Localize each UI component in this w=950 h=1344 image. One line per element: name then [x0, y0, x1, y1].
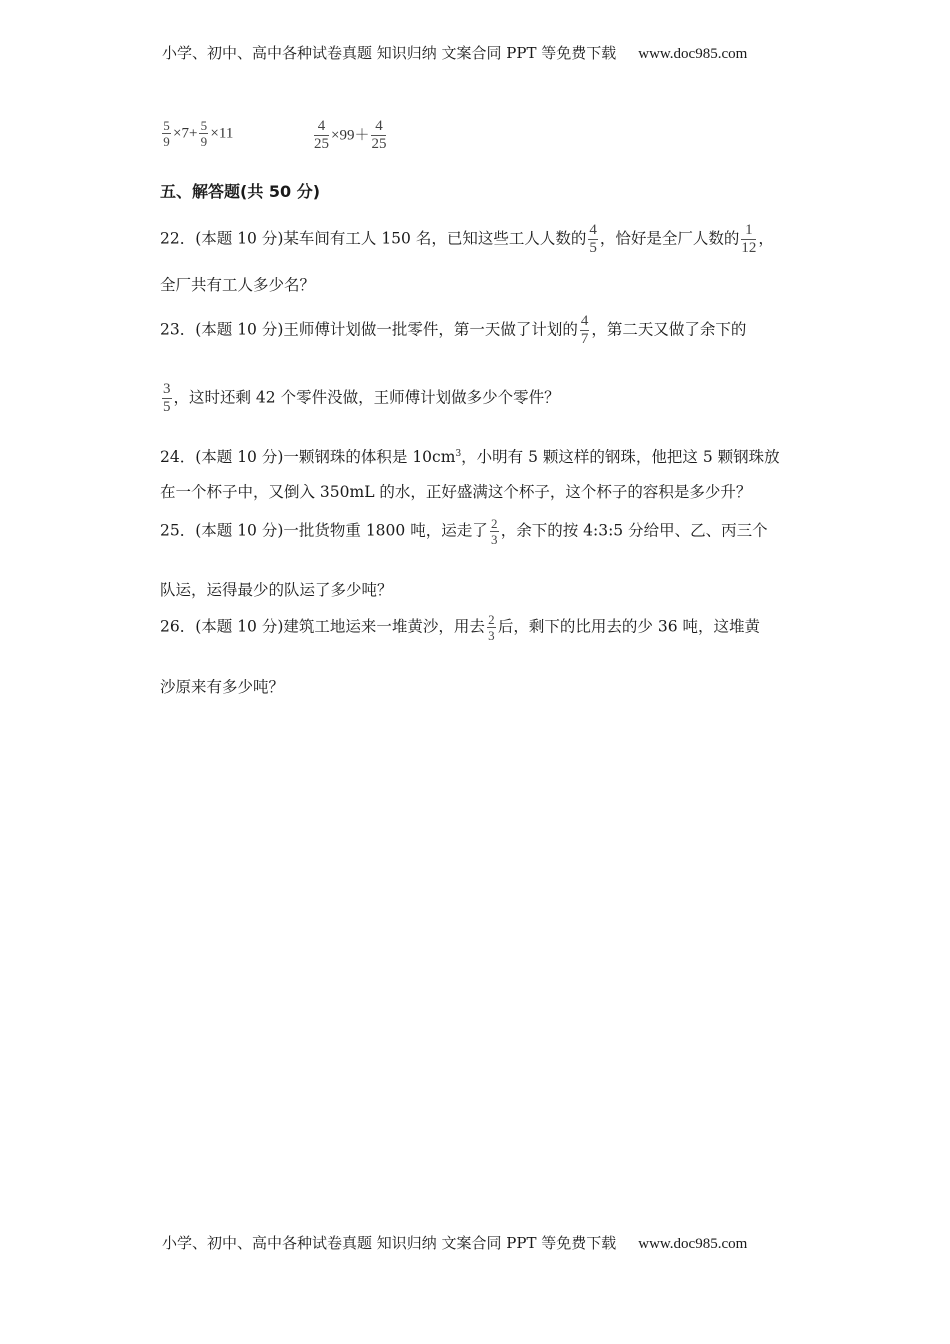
fraction: $\frac{1}{12}$ — [741, 222, 757, 256]
fraction: $\frac{5}{9}$ — [163, 118, 170, 149]
question-22-line-1: 22．(本题 10 分)某车间有工人 150 名，已知这些工人人数的 $\frac{4}{5}$ ，恰好是全厂人数的 $\frac{1}{12}$ ， — [160, 222, 774, 256]
footer-site-link[interactable]: www.doc985.com — [638, 1236, 748, 1252]
question-24-line-2: 在一个杯子中，又倒入 350mL 的水，正好盛满这个杯子，这个杯子的容积是多少升？ — [160, 483, 752, 501]
question-26-line-1: 26．(本题 10 分)建筑工地运来一堆黄沙，用去 $\frac{2}{3}$ 后，剩下的比用去的少 36 吨，这堆黄 — [160, 612, 760, 643]
header-text: 小学、初中、高中各种试卷真题 知识归纳 文案合同 PPT 等免费下载 — [162, 44, 617, 62]
fraction: $\frac{4}{5}$ — [589, 222, 597, 256]
question-24-line-1: 24．(本题 10 分)一颗钢珠的体积是 $10cm^3$，小明有 5 颗这样的钢珠，他把这 5 颗钢珠放 — [160, 448, 780, 467]
calc-expression-1: $\frac{5}{9}$ ×7+ $\frac{5}{9}$ ×11 — [163, 118, 234, 149]
question-23-line-2: $\frac{3}{5}$ ，这时还剩 42 个零件没做，王师傅计划做多少个零件？ — [163, 381, 560, 415]
header-site-link[interactable]: www.doc985.com — [638, 46, 748, 62]
section-title: 五、解答题(共 50 分) — [160, 182, 321, 201]
page-header — [162, 42, 747, 63]
footer-text: 小学、初中、高中各种试卷真题 知识归纳 文案合同 PPT 等免费下载 — [162, 1234, 617, 1252]
fraction: $\frac{4}{7}$ — [580, 313, 589, 347]
fraction: $\frac{2}{3}$ — [488, 612, 495, 643]
calc-expression-2: $\frac{4}{25}$ ×99＋ $\frac{4}{25}$ — [314, 118, 387, 152]
fraction: $\frac{2}{3}$ — [490, 516, 498, 547]
page-footer — [162, 1232, 747, 1253]
fraction: $\frac{3}{5}$ — [163, 381, 171, 415]
question-22-line-2: 全厂共有工人多少名？ — [160, 276, 316, 294]
fraction: $\frac{4}{25}$ — [314, 118, 329, 152]
question-25-line-1: 25．(本题 10 分)一批货物重 1800 吨，运走了 $\frac{2}{3}$ ，余下的按 4:3:5 分给甲、乙、丙三个 — [160, 516, 768, 547]
fraction: $\frac{5}{9}$ — [200, 118, 208, 149]
question-25-line-2: 队运，运得最少的队运了多少吨？ — [160, 581, 393, 599]
question-26-line-2: 沙原来有多少吨？ — [160, 678, 285, 696]
fraction: $\frac{4}{25}$ — [371, 118, 387, 152]
question-23-line-1: 23．(本题 10 分)王师傅计划做一批零件，第一天做了计划的 $\frac{4}{7}$ ，第二天又做了余下的 — [160, 313, 747, 347]
